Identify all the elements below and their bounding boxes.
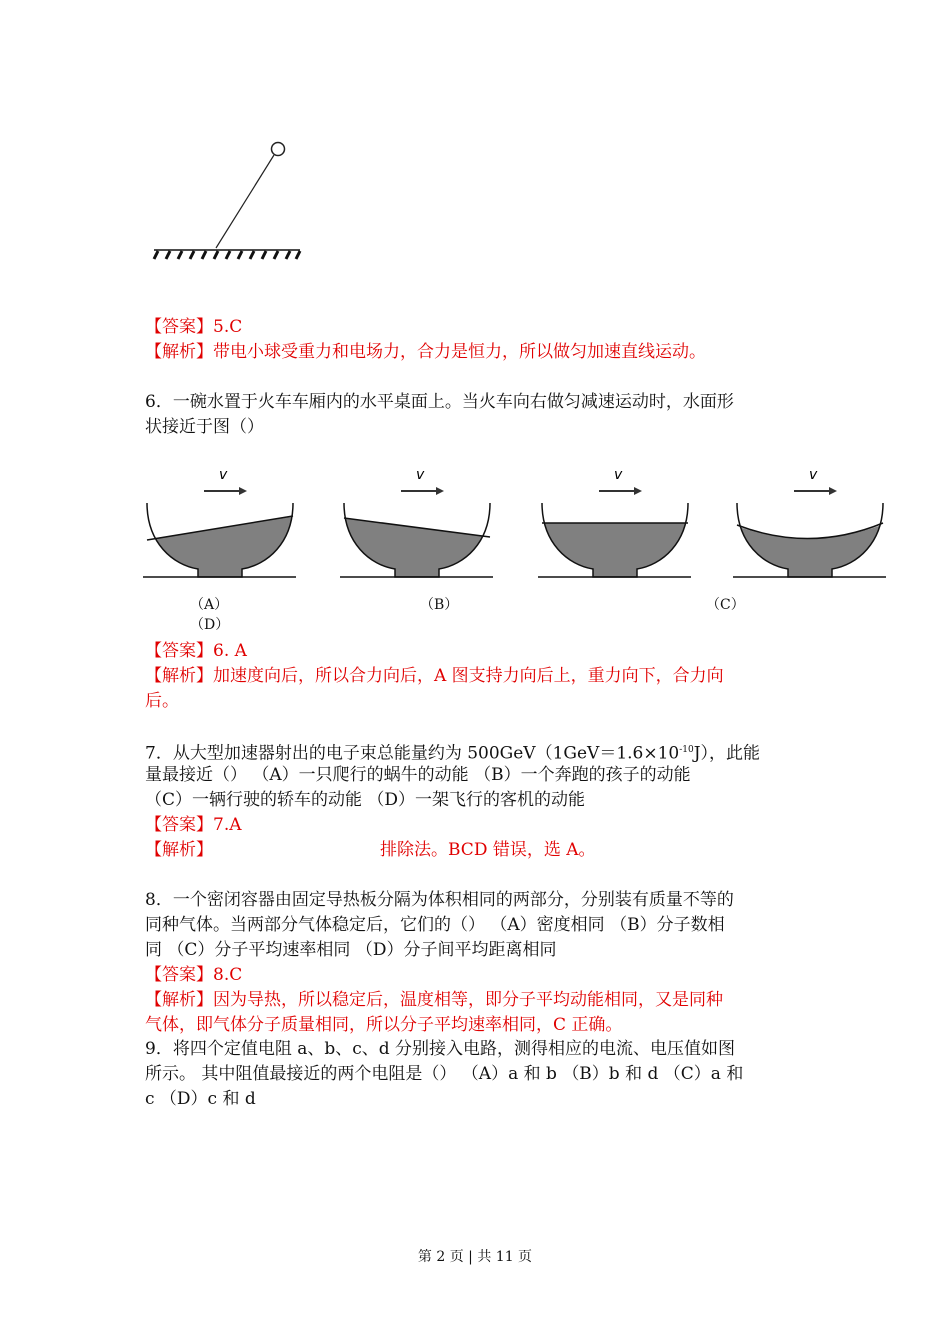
q7-text-1: 7．从大型加速器射出的电子束总能量约为 $500GeV(1GeV=1.6\times 10^{-10}J)$，此能 <box>145 743 761 764</box>
q9-text-3: c （D）c 和 d <box>145 1089 256 1109</box>
q7-text-3: （C）一辆行驶的轿车的动能 （D）一架飞行的客机的动能 <box>145 790 586 810</box>
velocity-arrow <box>204 487 247 495</box>
q7-text-2: 量最接近（） （A）一只爬行的蜗牛的动能 （B）一个奔跑的孩子的动能 <box>145 765 691 785</box>
bowl-figure-d <box>733 465 893 585</box>
q9-text-2: 所示。 其中阻值最接近的两个电阻是（） （A）a 和 b （B）b 和 d （C）a 和 <box>145 1064 744 1084</box>
q8-analysis-1: 【解析】因为导热，所以稳定后，温度相等，即分子平均动能相同，又是同种 <box>145 990 723 1010</box>
velocity-label: v <box>416 467 425 483</box>
q8-text-2: 同种气体。当两部分气体稳定后，它们的（） （A）密度相同 （B）分子数相 <box>145 915 725 935</box>
q6-answer: 【答案】6. A <box>145 641 247 661</box>
velocity-label: v <box>219 467 228 483</box>
velocity-label: v <box>809 467 818 483</box>
q8-analysis-2: 气体，即气体分子质量相同，所以分子平均速率相同，C 正确。 <box>145 1015 623 1035</box>
option-a-label: （A） <box>190 597 229 613</box>
option-d-label: （D） <box>190 617 230 633</box>
q7-analysis-tag: 【解析】 <box>145 840 213 860</box>
q5-analysis: 【解析】带电小球受重力和电场力，合力是恒力，所以做匀加速直线运动。 <box>145 342 706 362</box>
q6-text-1: 6．一碗水置于火车车厢内的水平桌面上。当火车向右做匀减速运动时，水面形 <box>145 392 734 412</box>
velocity-arrow <box>794 487 837 495</box>
velocity-arrow <box>401 487 444 495</box>
q7-answer: 【答案】7.A <box>145 815 242 835</box>
q6-text-2: 状接近于图（） <box>145 417 264 437</box>
option-b-label: （B） <box>420 597 459 613</box>
option-c-label: （C） <box>706 597 745 613</box>
pendulum-figure <box>150 135 310 265</box>
q9-text-1: 9．将四个定值电阻 a、b、c、d 分别接入电路，测得相应的电流、电压值如图 <box>145 1039 736 1059</box>
q6-analysis-1: 【解析】加速度向后，所以合力向后，A 图支持力向后上，重力向下，合力向 <box>145 666 724 686</box>
q8-answer: 【答案】8.C <box>145 965 243 985</box>
q8-text-1: 8．一个密闭容器由固定导热板分隔为体积相同的两部分，分别装有质量不等的 <box>145 890 734 910</box>
bowl-figure-b <box>340 465 500 585</box>
velocity-label: v <box>614 467 623 483</box>
bowl-figure-c <box>538 465 698 585</box>
q8-text-3: 同 （C）分子平均速率相同 （D）分子间平均距离相同 <box>145 940 557 960</box>
bowl-figure-a <box>143 465 303 585</box>
q5-answer: 【答案】5.C <box>145 317 243 337</box>
q6-analysis-2: 后。 <box>145 691 179 711</box>
q7-analysis: 排除法。BCD 错误，选 A。 <box>380 840 596 860</box>
velocity-arrow <box>599 487 642 495</box>
water <box>143 516 297 583</box>
page-footer: 第 2 页 | 共 11 页 <box>417 1249 533 1265</box>
